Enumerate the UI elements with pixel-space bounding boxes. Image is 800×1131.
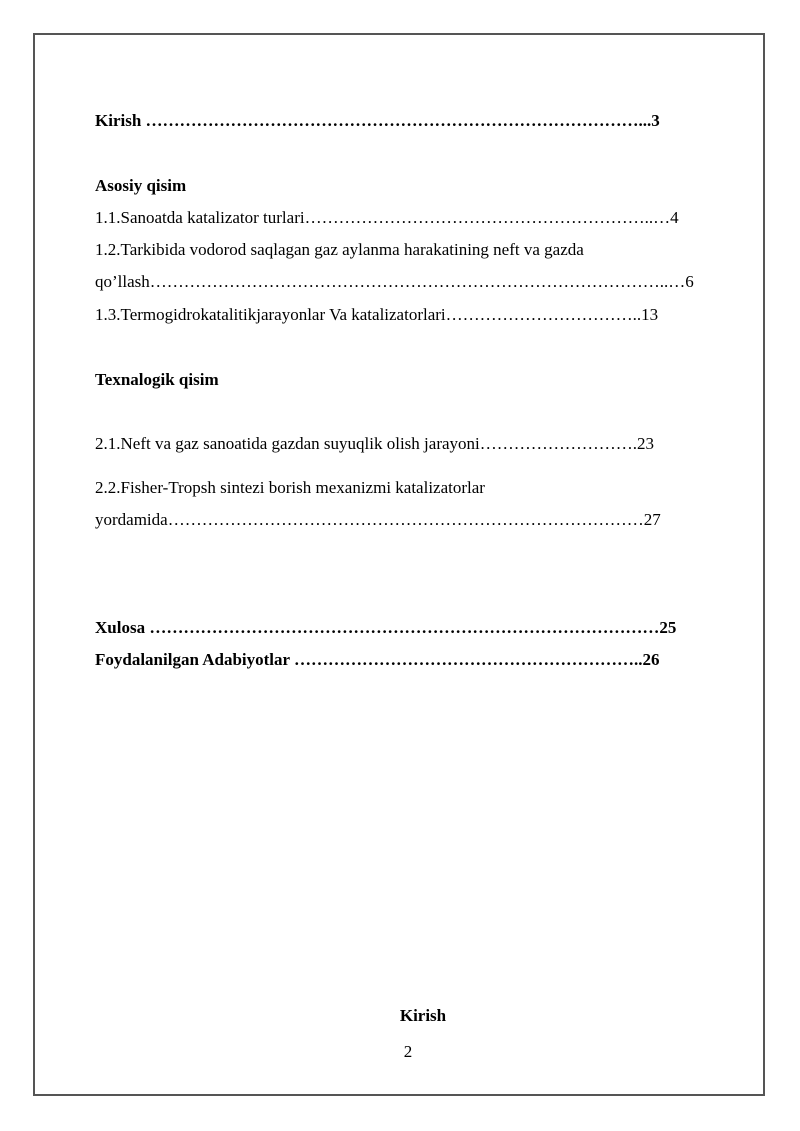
- toc-entry-2-2-line1: 2.2.Fisher-Tropsh sintezi borish mexanizmi katalizatorlar: [95, 478, 485, 497]
- toc-entry-xulosa: Xulosa ………………………………………………………………………………25: [95, 618, 677, 637]
- toc-entry-adabiyotlar: Foydalanilgan Adabiyotlar ……………………………………………………..26: [95, 650, 660, 669]
- toc-entry-1-3: 1.3.Termogidrokatalitikjarayonlar Va katalizatorlari……………………………..13: [95, 305, 659, 324]
- page-number: 2: [403, 1042, 413, 1061]
- toc-entry-1-2-line1: 1.2.Tarkibida vodorod saqlagan gaz aylanma harakatining neft va gazda: [95, 240, 584, 259]
- toc-entry-kirish: Kirish ……………………………………………………………………………...3: [95, 111, 660, 130]
- next-section-heading: Kirish: [399, 1006, 447, 1025]
- toc-entry-1-2-line2: qo’llash………………………………………………………………………………..…6: [95, 272, 694, 291]
- toc-entry-2-2-line2: yordamida…………………………………………………………………………27: [95, 510, 661, 529]
- section-heading-texnologik: Texnalogik qisim: [95, 370, 219, 389]
- section-heading-asosiy: Asosiy qisim: [95, 176, 187, 195]
- toc-entry-2-1: 2.1.Neft va gaz sanoatida gazdan suyuqlik olish jarayoni……………………….23: [95, 434, 654, 453]
- toc-entry-1-1: 1.1.Sanoatda katalizator turlari……………………………………………………..…4: [95, 208, 679, 227]
